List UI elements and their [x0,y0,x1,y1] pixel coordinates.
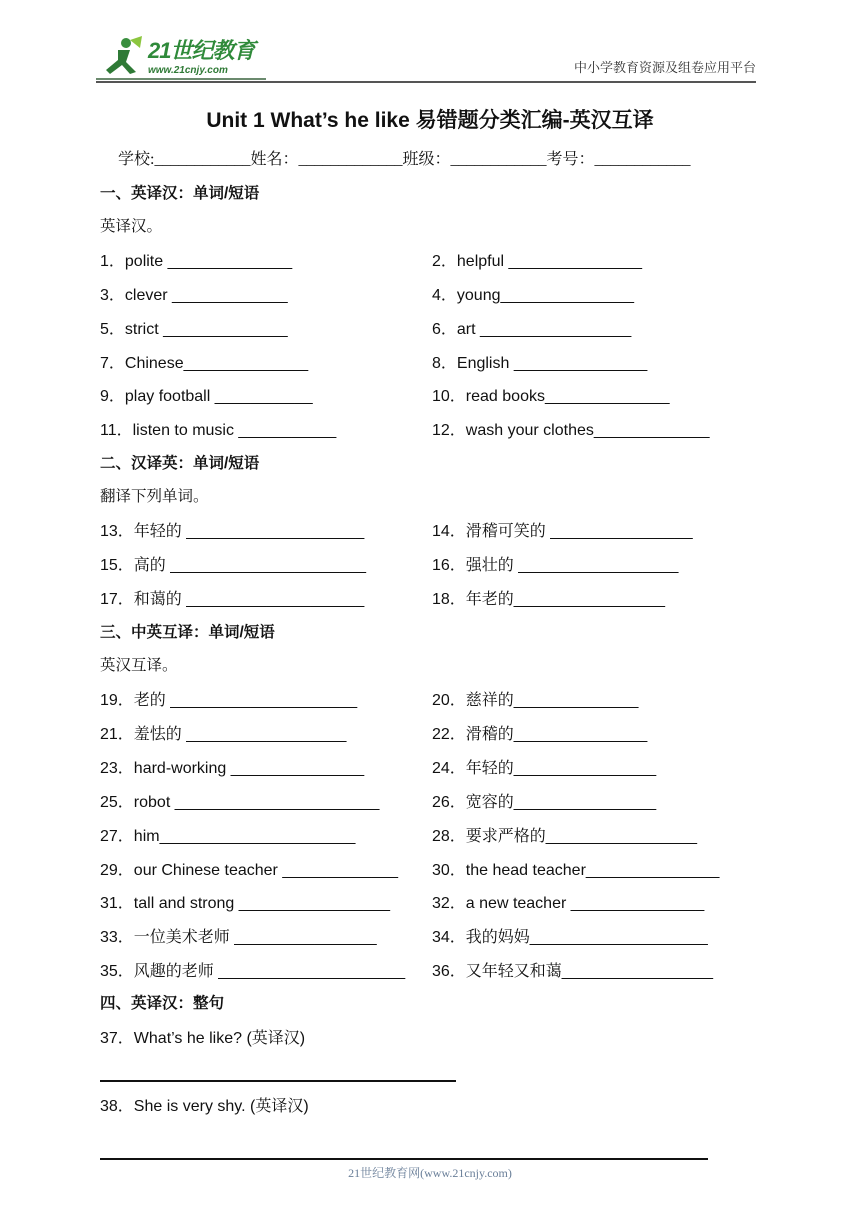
question-item-4: 4．young_______________ [432,287,634,304]
question-item-5: 5．strict ______________ [100,321,288,338]
question-item-25: 25．robot _______________________ [100,794,380,811]
question-item-9: 9．play football ___________ [100,388,313,405]
question-item-32: 32．a new teacher _______________ [432,895,705,912]
question-item-17: 17．和蔼的 ____________________ [100,591,365,608]
question-item-8: 8．English _______________ [432,355,648,372]
section-heading-2: 二、汉译英：单词/短语 [100,455,260,472]
question-item-10: 10．read books______________ [432,388,670,405]
question-item-27: 27．him______________________ [100,828,356,845]
question-item-33: 33．一位美术老师 ________________ [100,929,377,946]
question-item-26: 26．宽容的________________ [432,794,657,811]
question-item-19: 19．老的 _____________________ [100,692,358,709]
question-item-2: 2．helpful _______________ [432,253,642,270]
logo-runner-icon [96,36,146,82]
question-item-16: 16．强壮的 __________________ [432,557,679,574]
platform-label: 中小学教育资源及组卷应用平台 [573,60,756,75]
question-item-18: 18．年老的_________________ [432,591,666,608]
question-item-35: 35．风趣的老师 _____________________ [100,963,406,980]
section-heading-1: 一、英译汉：单词/短语 [100,185,260,202]
question-item-36: 36．又年轻又和蔼_________________ [432,963,714,980]
question-item-20: 20．慈祥的______________ [432,692,639,709]
question-item-1: 1．polite ______________ [100,253,293,270]
logo-url: www.21cnjy.com [148,65,228,76]
logo-text: 21世纪教育 [148,38,255,63]
question-item-23: 23．hard-working _______________ [100,760,365,777]
answer-line-37[interactable] [100,1080,456,1082]
sentence-37: 37．What’s he like? (英译汉) [100,1030,306,1047]
student-info-line: 学校:____________姓名：_____________班级：____________考号：____________ [118,151,691,168]
question-item-13: 13．年轻的 ____________________ [100,523,365,540]
footer-text: 21世纪教育网(www.21cnjy.com) [348,1166,512,1180]
question-item-31: 31．tall and strong _________________ [100,895,391,912]
logo-underline [96,78,266,80]
question-item-24: 24．年轻的________________ [432,760,657,777]
question-item-14: 14．滑稽可笑的 ________________ [432,523,693,540]
question-item-6: 6．art _________________ [432,321,632,338]
question-item-3: 3．clever _____________ [100,287,288,304]
answer-line-38[interactable] [100,1158,708,1160]
question-item-15: 15．高的 ______________________ [100,557,367,574]
question-item-28: 28．要求严格的_________________ [432,828,698,845]
section-instruction-3: 英汉互译。 [100,657,178,674]
question-item-30: 30．the head teacher_______________ [432,862,720,879]
section-heading-3: 三、中英互译：单词/短语 [100,624,275,641]
question-item-7: 7．Chinese______________ [100,355,309,372]
question-item-11: 11．listen to music ___________ [100,422,337,439]
section-instruction-1: 英译汉。 [100,218,163,235]
question-item-34: 34．我的妈妈____________________ [432,929,708,946]
question-item-12: 12．wash your clothes_____________ [432,422,710,439]
section-instruction-2: 翻译下列单词。 [100,488,209,505]
question-item-29: 29．our Chinese teacher _____________ [100,862,399,879]
sentence-38: 38．She is very shy. (英译汉) [100,1098,309,1115]
question-item-21: 21．羞怯的 __________________ [100,726,347,743]
page-title: Unit 1 What’s he like 易错题分类汇编-英汉互译 [206,109,654,132]
header-divider [96,81,756,83]
section-heading-4: 四、英译汉：整句 [100,995,225,1012]
question-item-22: 22．滑稽的_______________ [432,726,648,743]
